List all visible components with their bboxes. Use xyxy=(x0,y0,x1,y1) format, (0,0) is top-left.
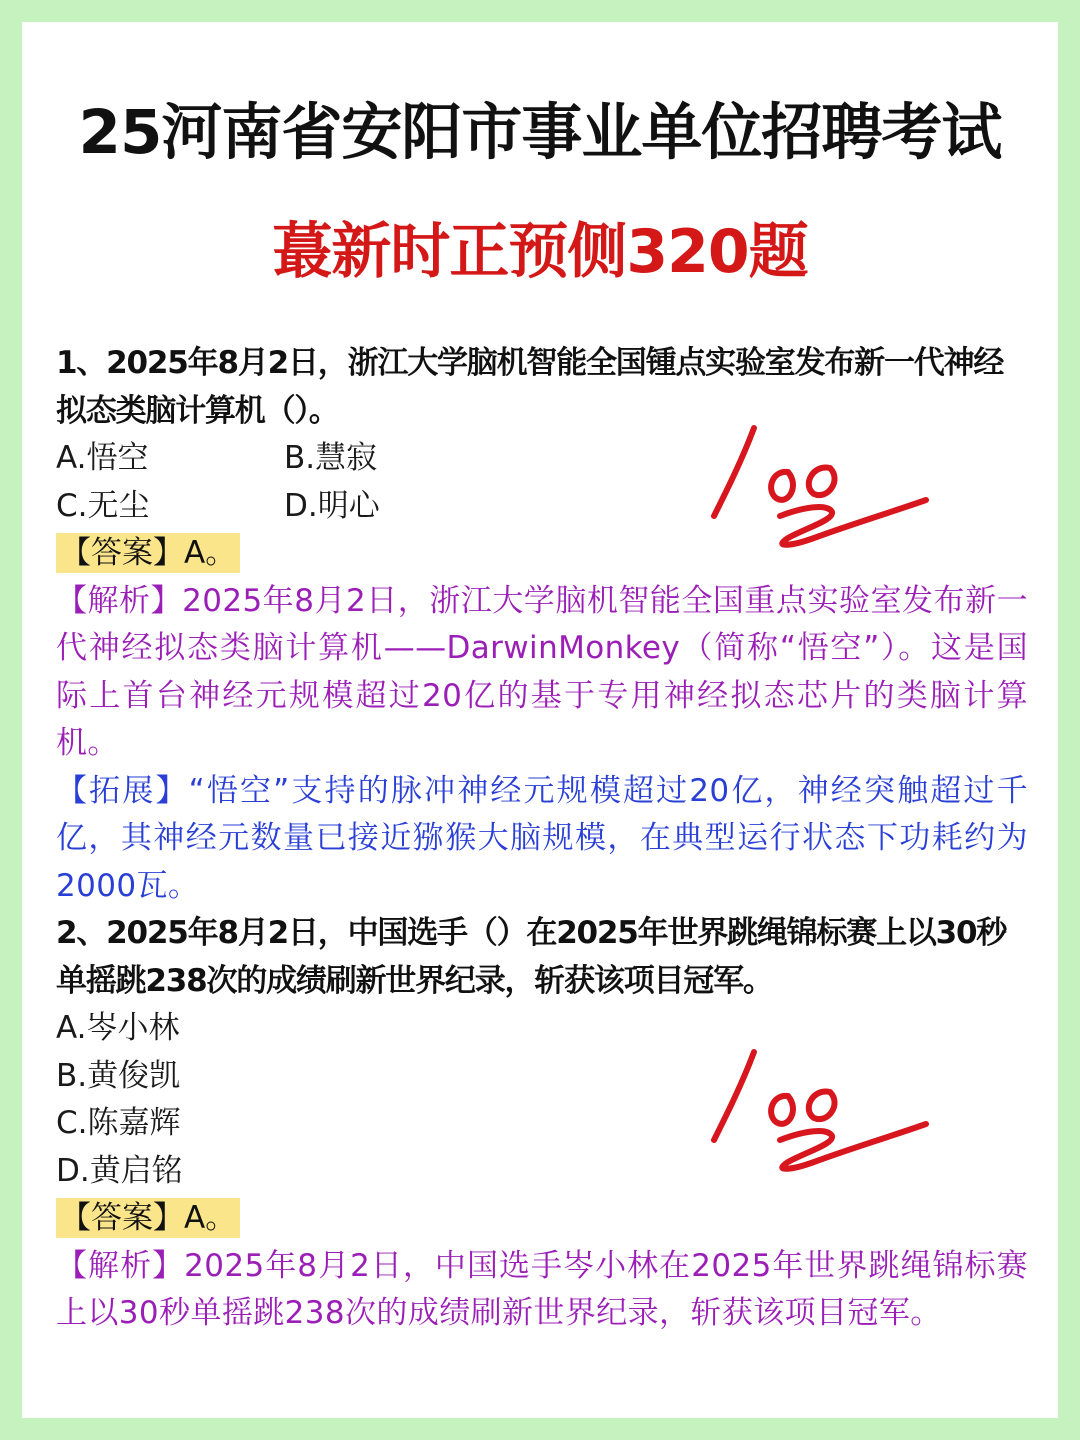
extension-text: 【拓展】“悟空”支持的脉冲神经元规模超过20亿，神经突触超过千亿，其神经元数量已接近猕猴大脑规模，在典型运行状态下功耗约为2000瓦。 xyxy=(56,772,1028,904)
option-a: A.岑小林 xyxy=(56,1010,180,1046)
analysis-text: 【解析】2025年8月2日，中国选手岑小林在2025年世界跳绳锦标赛上以30秒单摇跳238次的成绩刷新世界纪录，斩获该项目冠军。 xyxy=(56,1247,1028,1331)
option-c: C.陈嘉辉 xyxy=(56,1105,181,1141)
answer-value: A。 xyxy=(184,1200,237,1236)
answer-value: A。 xyxy=(184,535,237,571)
answer-label: 【答案】 xyxy=(60,535,184,571)
answer-highlight xyxy=(56,533,240,573)
hundred-score-mark xyxy=(702,420,932,550)
option-d: D.明心 xyxy=(284,487,380,524)
answer-line xyxy=(56,1195,1028,1243)
page-title: 25河南省安阳市事业单位招聘考试 xyxy=(78,97,1002,168)
answer-highlight xyxy=(56,1198,240,1238)
content-card xyxy=(22,22,1058,1418)
option-a: A.悟空 xyxy=(56,440,149,476)
option-d: D.黄启铭 xyxy=(56,1152,183,1189)
option-b: B.慧寂 xyxy=(284,440,378,476)
option-c: C.无尘 xyxy=(56,487,150,524)
question-stem: 1、2025年8月2日，浙江大学脑机智能全国锺点实验室发布新一代神经拟态类脑计算机（）。 xyxy=(56,345,1004,429)
option-b: B.黄俊凯 xyxy=(56,1057,181,1094)
question-stem: 2、2025年8月2日，中国选手（）在2025年世界跳绳锦标赛上以30秒单摇跳238次的成绩刷新世界纪录，斩获该项目冠军。 xyxy=(56,915,1007,999)
page-subtitle: 蕞新时正预侧320题 xyxy=(272,217,808,287)
analysis-text: 【解析】2025年8月2日，浙江大学脑机智能全国重点实验室发布新一代神经拟态类脑计算机——DarwinMonkey（简称“悟空”）。这是国际上首台神经元规模超过20亿的基于专用神经拟态芯片的类脑计算机。 xyxy=(56,582,1028,761)
answer-label: 【答案】 xyxy=(60,1200,184,1236)
hundred-score-mark xyxy=(702,1044,932,1174)
